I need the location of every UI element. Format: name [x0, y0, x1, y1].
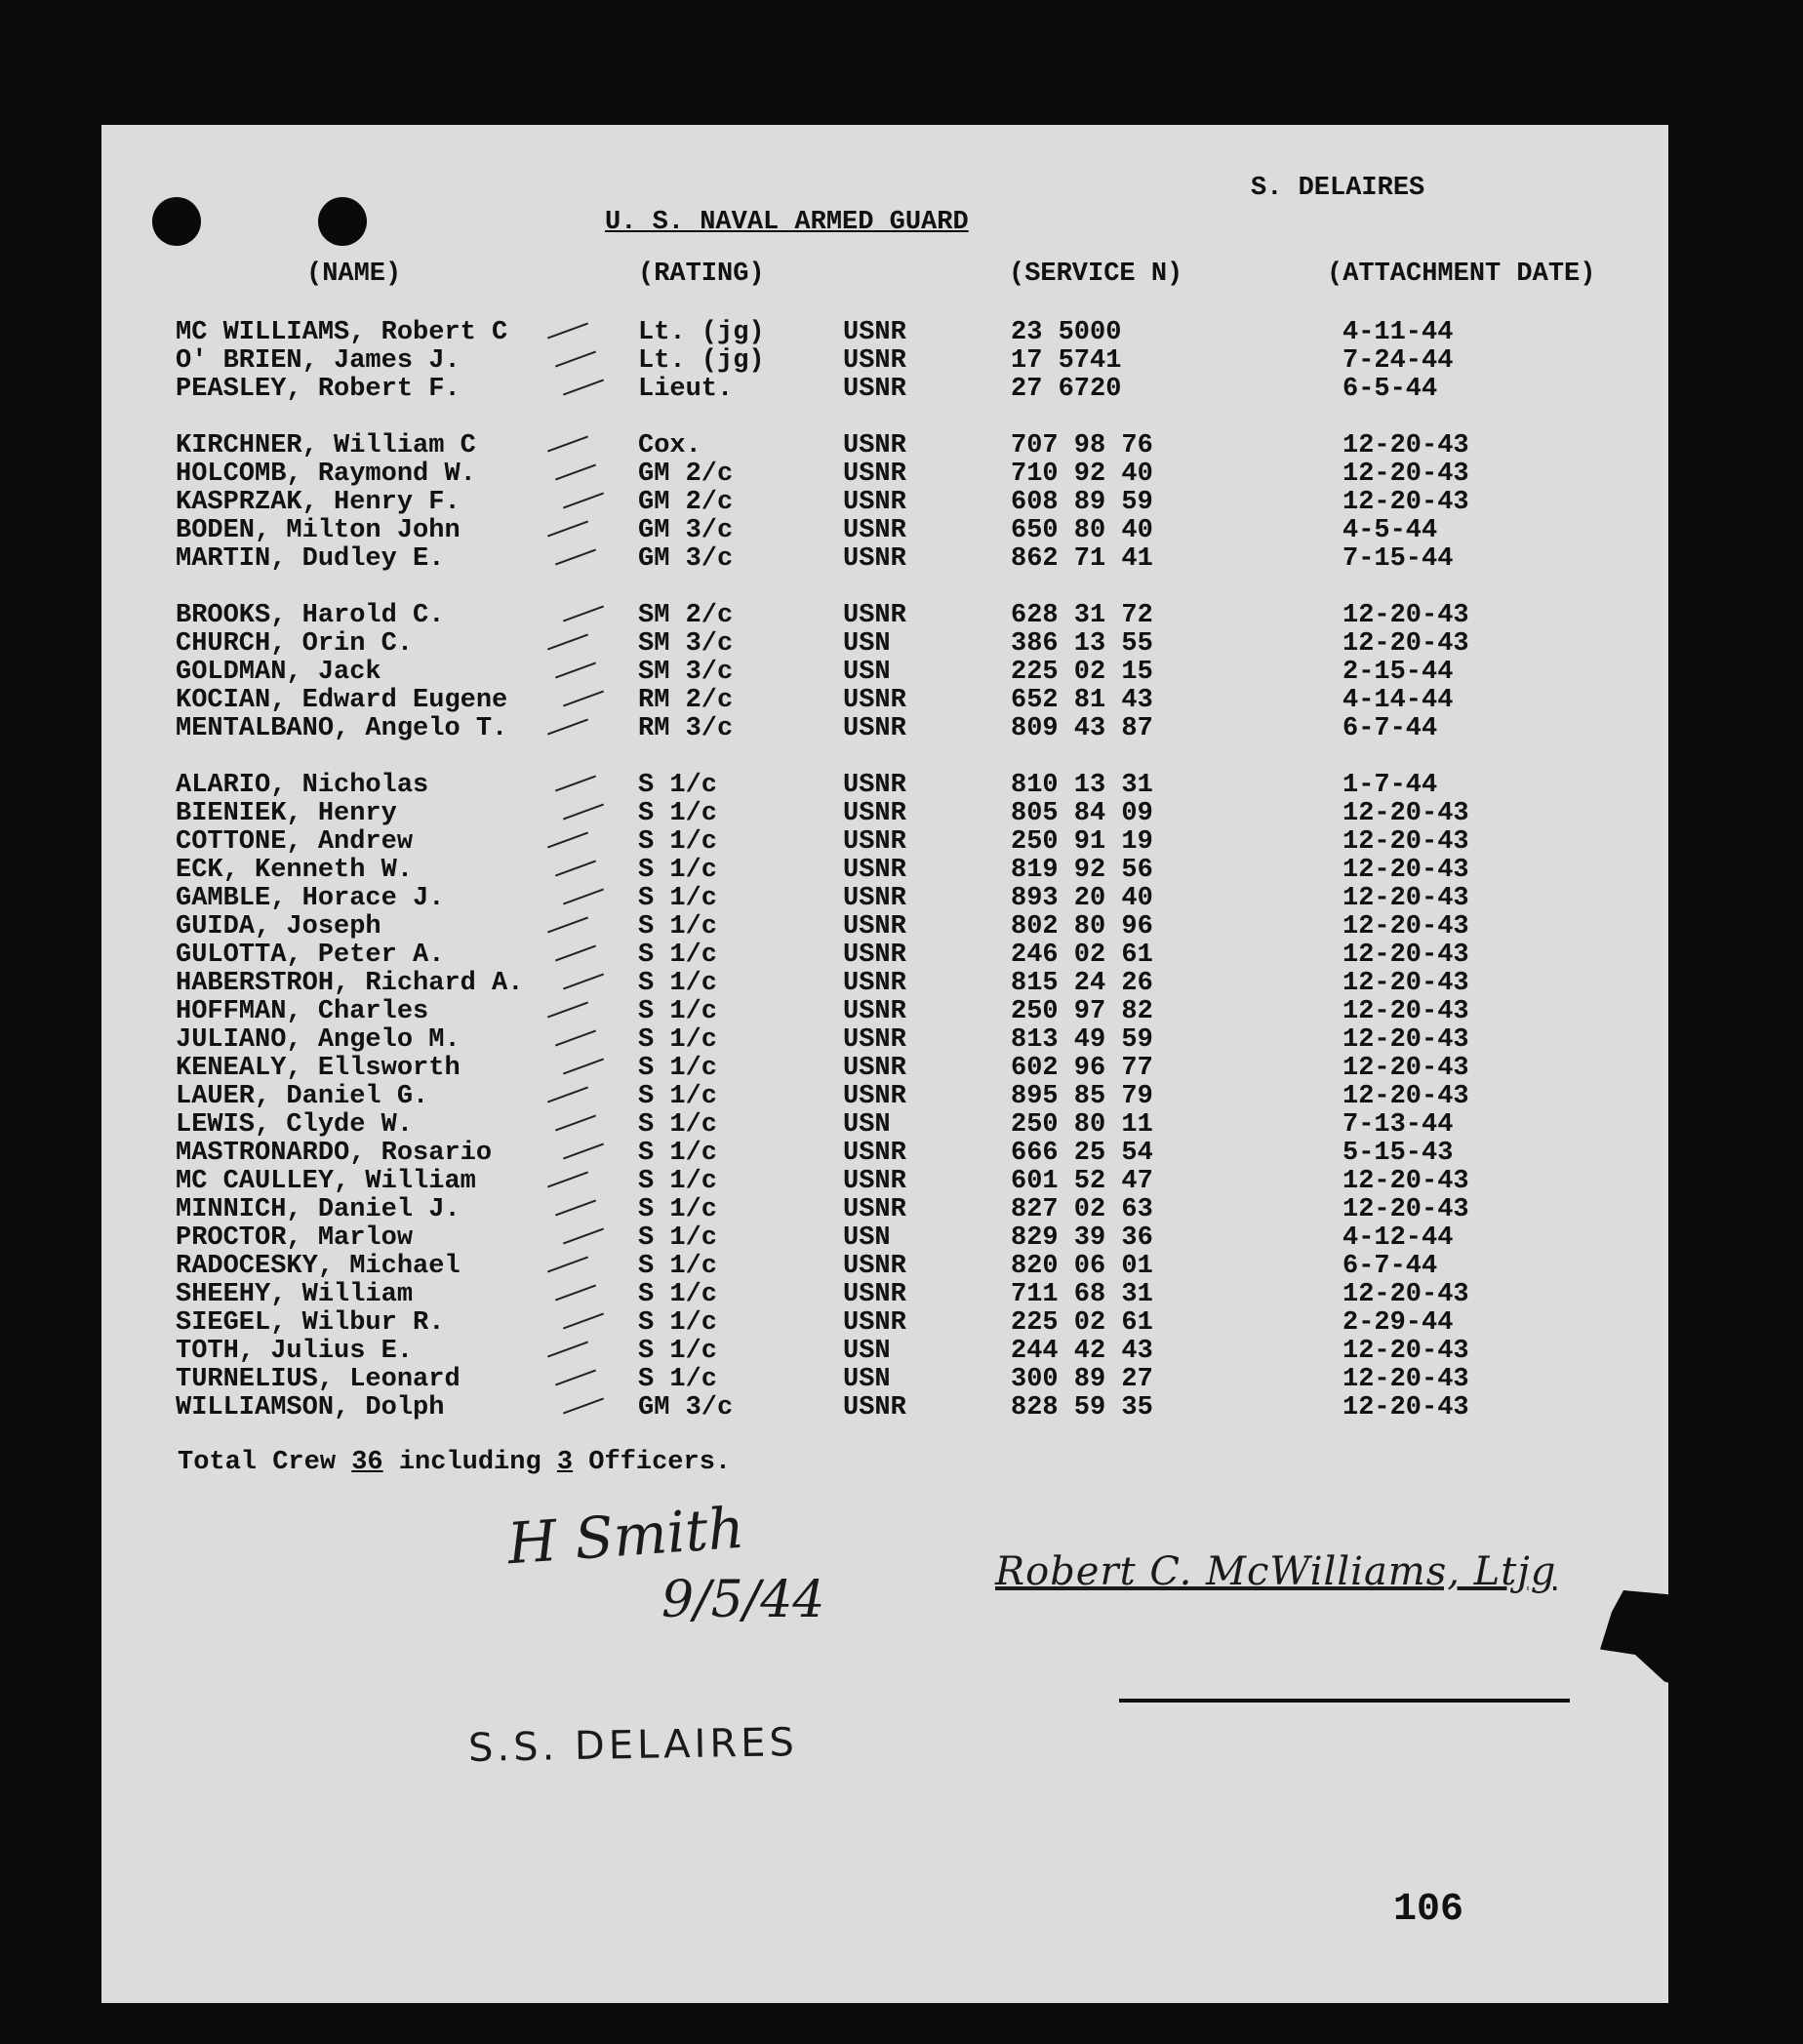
crew-service-branch: USNR [843, 1082, 906, 1111]
total-prefix: Total Crew [178, 1448, 337, 1477]
crew-attachment-date: 12-20-43 [1342, 884, 1469, 913]
crew-name: MENTALBANO, Angelo T. [176, 714, 508, 743]
crew-name: BIENIEK, Henry [176, 799, 397, 828]
crew-service-branch: USNR [843, 488, 906, 517]
crew-name: PROCTOR, Marlow [176, 1223, 414, 1253]
crew-rating: Lieut. [638, 375, 734, 404]
crew-rating: S 1/c [638, 856, 718, 885]
crew-service-number: 802 80 96 [1011, 912, 1153, 942]
crew-service-number: 862 71 41 [1011, 544, 1153, 574]
crew-attachment-date: 1-7-44 [1342, 771, 1438, 800]
crew-service-branch: USNR [843, 375, 906, 404]
crew-service-branch: USNR [843, 1393, 906, 1423]
crew-attachment-date: 7-24-44 [1342, 346, 1454, 376]
signature-right: Robert C. McWilliams, Ltjg [995, 1549, 1557, 1594]
crew-service-number: 250 80 11 [1011, 1110, 1153, 1140]
crew-rating: SM 3/c [638, 658, 734, 687]
crew-attachment-date: 6-7-44 [1342, 714, 1438, 743]
crew-service-branch: USNR [843, 686, 906, 715]
crew-attachment-date: 7-15-44 [1342, 544, 1454, 574]
crew-service-branch: USNR [843, 1308, 906, 1338]
crew-name: ALARIO, Nicholas [176, 771, 429, 800]
header-date: (ATTACHMENT DATE) [1327, 260, 1596, 289]
crew-service-number: 17 5741 [1011, 346, 1122, 376]
crew-name: BODEN, Milton John [176, 516, 461, 545]
torn-edge [1678, 1717, 1766, 1805]
crew-attachment-date: 12-20-43 [1342, 856, 1469, 885]
crew-attachment-date: 7-13-44 [1342, 1110, 1454, 1140]
crew-rating: S 1/c [638, 1280, 718, 1309]
crew-name: TURNELIUS, Leonard [176, 1365, 461, 1394]
crew-service-branch: USNR [843, 827, 906, 857]
crew-service-number: 650 80 40 [1011, 516, 1153, 545]
crew-service-number: 805 84 09 [1011, 799, 1153, 828]
crew-rating: GM 2/c [638, 488, 734, 517]
crew-rating: S 1/c [638, 997, 718, 1026]
crew-service-branch: USNR [843, 544, 906, 574]
crew-service-number: 815 24 26 [1011, 969, 1153, 998]
total-line [178, 1448, 731, 1477]
crew-attachment-date: 5-15-43 [1342, 1139, 1454, 1168]
crew-attachment-date: 12-20-43 [1342, 1365, 1469, 1394]
crew-service-number: 893 20 40 [1011, 884, 1153, 913]
crew-rating: GM 3/c [638, 544, 734, 574]
crew-attachment-date: 4-14-44 [1342, 686, 1454, 715]
crew-service-number: 608 89 59 [1011, 488, 1153, 517]
crew-service-branch: USNR [843, 941, 906, 970]
crew-name: COTTONE, Andrew [176, 827, 414, 857]
crew-service-number: 895 85 79 [1011, 1082, 1153, 1111]
crew-service-number: 652 81 43 [1011, 686, 1153, 715]
crew-rating: S 1/c [638, 771, 718, 800]
crew-name: O' BRIEN, James J. [176, 346, 461, 376]
crew-rating: S 1/c [638, 884, 718, 913]
crew-rating: RM 2/c [638, 686, 734, 715]
crew-rating: S 1/c [638, 799, 718, 828]
crew-rating: GM 3/c [638, 1393, 734, 1423]
crew-name: HOLCOMB, Raymond W. [176, 460, 476, 489]
crew-name: JULIANO, Angelo M. [176, 1025, 461, 1055]
crew-name: KIRCHNER, William C [176, 431, 476, 461]
crew-service-branch: USNR [843, 1167, 906, 1196]
crew-service-branch: USNR [843, 884, 906, 913]
crew-service-number: 820 06 01 [1011, 1252, 1153, 1281]
crew-service-branch: USNR [843, 1025, 906, 1055]
crew-service-branch: USNR [843, 1252, 906, 1281]
crew-attachment-date: 12-20-43 [1342, 1337, 1469, 1366]
page-number: 106 [1393, 1888, 1464, 1932]
document-title [605, 208, 969, 237]
crew-attachment-date: 6-7-44 [1342, 1252, 1438, 1281]
crew-service-branch: USN [843, 658, 891, 687]
crew-rating: SM 2/c [638, 601, 734, 630]
crew-service-number: 23 5000 [1011, 318, 1122, 347]
crew-rating: S 1/c [638, 1252, 718, 1281]
crew-rating: S 1/c [638, 969, 718, 998]
crew-name: HOFFMAN, Charles [176, 997, 429, 1026]
crew-service-branch: USN [843, 1223, 891, 1253]
header-rating: (RATING) [638, 260, 765, 289]
crew-attachment-date: 12-20-43 [1342, 941, 1469, 970]
ship-name-handwritten: S.S. DELAIRES [467, 1720, 799, 1771]
crew-name: LAUER, Daniel G. [176, 1082, 429, 1111]
crew-service-branch: USNR [843, 969, 906, 998]
crew-attachment-date: 12-20-43 [1342, 460, 1469, 489]
crew-service-branch: USNR [843, 1139, 906, 1168]
crew-attachment-date: 12-20-43 [1342, 969, 1469, 998]
signature-left-date: 9/5/44 [661, 1571, 825, 1629]
crew-service-branch: USNR [843, 1054, 906, 1083]
crew-rating: S 1/c [638, 1082, 718, 1111]
crew-rating: S 1/c [638, 1365, 718, 1394]
crew-service-number: 244 42 43 [1011, 1337, 1153, 1366]
header-name: (NAME) [306, 260, 402, 289]
crew-service-number: 27 6720 [1011, 375, 1122, 404]
crew-service-number: 666 25 54 [1011, 1139, 1153, 1168]
crew-attachment-date: 12-20-43 [1342, 1025, 1469, 1055]
crew-name: RADOCESKY, Michael [176, 1252, 461, 1281]
crew-name: GAMBLE, Horace J. [176, 884, 445, 913]
crew-service-number: 707 98 76 [1011, 431, 1153, 461]
crew-attachment-date: 12-20-43 [1342, 1195, 1469, 1224]
crew-attachment-date: 12-20-43 [1342, 997, 1469, 1026]
crew-attachment-date: 12-20-43 [1342, 431, 1469, 461]
punch-hole [152, 197, 201, 246]
crew-attachment-date: 6-5-44 [1342, 375, 1438, 404]
crew-attachment-date: 12-20-43 [1342, 1082, 1469, 1111]
crew-service-number: 711 68 31 [1011, 1280, 1153, 1309]
crew-rating: S 1/c [638, 912, 718, 942]
crew-attachment-date: 4-5-44 [1342, 516, 1438, 545]
crew-service-branch: USNR [843, 997, 906, 1026]
crew-rating: Cox. [638, 431, 701, 461]
crew-attachment-date: 12-20-43 [1342, 1054, 1469, 1083]
crew-service-number: 829 39 36 [1011, 1223, 1153, 1253]
crew-rating: S 1/c [638, 1139, 718, 1168]
crew-name: MINNICH, Daniel J. [176, 1195, 461, 1224]
crew-name: MASTRONARDO, Rosario [176, 1139, 493, 1168]
crew-attachment-date: 2-29-44 [1342, 1308, 1454, 1338]
crew-service-branch: USNR [843, 799, 906, 828]
crew-name: MARTIN, Dudley E. [176, 544, 445, 574]
crew-name: ECK, Kenneth W. [176, 856, 414, 885]
crew-rating: S 1/c [638, 1308, 718, 1338]
crew-rating: S 1/c [638, 1195, 718, 1224]
crew-rating: GM 2/c [638, 460, 734, 489]
crew-service-branch: USNR [843, 516, 906, 545]
crew-name: CHURCH, Orin C. [176, 629, 414, 659]
crew-service-branch: USNR [843, 714, 906, 743]
crew-service-branch: USNR [843, 460, 906, 489]
crew-name: MC CAULLEY, William [176, 1167, 476, 1196]
crew-name: PEASLEY, Robert F. [176, 375, 461, 404]
crew-service-branch: USN [843, 1337, 891, 1366]
crew-rating: S 1/c [638, 1110, 718, 1140]
crew-service-branch: USN [843, 629, 891, 659]
crew-service-number: 601 52 47 [1011, 1167, 1153, 1196]
crew-service-branch: USNR [843, 346, 906, 376]
crew-service-number: 827 02 63 [1011, 1195, 1153, 1224]
crew-service-branch: USN [843, 1365, 891, 1394]
crew-service-number: 828 59 35 [1011, 1393, 1153, 1423]
crew-service-number: 819 92 56 [1011, 856, 1153, 885]
crew-service-number: 250 97 82 [1011, 997, 1153, 1026]
total-crew-count: 36 [351, 1448, 383, 1477]
ship-name-header: S. DELAIRES [1251, 174, 1425, 203]
crew-rating: S 1/c [638, 1337, 718, 1366]
punch-hole [318, 197, 367, 246]
crew-rating: S 1/c [638, 1167, 718, 1196]
crew-service-branch: USNR [843, 601, 906, 630]
crew-service-branch: USNR [843, 318, 906, 347]
crew-service-number: 810 13 31 [1011, 771, 1153, 800]
crew-service-branch: USNR [843, 1195, 906, 1224]
crew-attachment-date: 12-20-43 [1342, 488, 1469, 517]
crew-rating: S 1/c [638, 827, 718, 857]
crew-attachment-date: 12-20-43 [1342, 1393, 1469, 1423]
crew-service-branch: USNR [843, 1280, 906, 1309]
crew-service-number: 246 02 61 [1011, 941, 1153, 970]
crew-service-branch: USNR [843, 431, 906, 461]
crew-rating: RM 3/c [638, 714, 734, 743]
crew-service-number: 710 92 40 [1011, 460, 1153, 489]
crew-service-number: 225 02 61 [1011, 1308, 1153, 1338]
crew-attachment-date: 12-20-43 [1342, 629, 1469, 659]
crew-name: WILLIAMSON, Dolph [176, 1393, 445, 1423]
crew-rating: S 1/c [638, 1223, 718, 1253]
crew-service-number: 813 49 59 [1011, 1025, 1153, 1055]
crew-attachment-date: 12-20-43 [1342, 799, 1469, 828]
crew-rating: S 1/c [638, 1054, 718, 1083]
crew-name: GULOTTA, Peter A. [176, 941, 445, 970]
crew-service-branch: USNR [843, 912, 906, 942]
crew-service-number: 628 31 72 [1011, 601, 1153, 630]
crew-name: SHEEHY, William [176, 1280, 414, 1309]
crew-service-number: 225 02 15 [1011, 658, 1153, 687]
crew-service-number: 386 13 55 [1011, 629, 1153, 659]
crew-attachment-date: 12-20-43 [1342, 827, 1469, 857]
crew-service-branch: USN [843, 1110, 891, 1140]
crew-name: SIEGEL, Wilbur R. [176, 1308, 445, 1338]
total-middle: including [398, 1448, 541, 1477]
crew-service-branch: USNR [843, 771, 906, 800]
crew-name: GOLDMAN, Jack [176, 658, 381, 687]
crew-attachment-date: 2-15-44 [1342, 658, 1454, 687]
crew-attachment-date: 4-11-44 [1342, 318, 1454, 347]
crew-rating: SM 3/c [638, 629, 734, 659]
crew-name: GUIDA, Joseph [176, 912, 381, 942]
total-officer-count: 3 [556, 1448, 574, 1477]
crew-rating: Lt. (jg) [638, 346, 765, 376]
crew-service-branch: USNR [843, 856, 906, 885]
crew-name: KENEALY, Ellsworth [176, 1054, 461, 1083]
crew-rating: S 1/c [638, 1025, 718, 1055]
title-text: U. S. NAVAL ARMED GUARD [605, 208, 969, 237]
crew-name: TOTH, Julius E. [176, 1337, 414, 1366]
crew-rating: S 1/c [638, 941, 718, 970]
crew-attachment-date: 12-20-43 [1342, 912, 1469, 942]
crew-name: KOCIAN, Edward Eugene [176, 686, 508, 715]
crew-service-number: 300 89 27 [1011, 1365, 1153, 1394]
crew-attachment-date: 4-12-44 [1342, 1223, 1454, 1253]
signature-left: H Smith [504, 1494, 747, 1578]
crew-attachment-date: 12-20-43 [1342, 1167, 1469, 1196]
crew-attachment-date: 12-20-43 [1342, 1280, 1469, 1309]
crew-rating: GM 3/c [638, 516, 734, 545]
crew-service-number: 250 91 19 [1011, 827, 1153, 857]
crew-rating: Lt. (jg) [638, 318, 765, 347]
crew-name: BROOKS, Harold C. [176, 601, 445, 630]
crew-service-number: 602 96 77 [1011, 1054, 1153, 1083]
crew-name: MC WILLIAMS, Robert C [176, 318, 508, 347]
crew-attachment-date: 12-20-43 [1342, 601, 1469, 630]
crew-name: KASPRZAK, Henry F. [176, 488, 461, 517]
signature-line [1119, 1699, 1570, 1703]
header-service: (SERVICE N) [1009, 260, 1183, 289]
total-suffix: Officers. [588, 1448, 732, 1477]
crew-service-number: 809 43 87 [1011, 714, 1153, 743]
crew-name: HABERSTROH, Richard A. [176, 969, 524, 998]
crew-name: LEWIS, Clyde W. [176, 1110, 414, 1140]
